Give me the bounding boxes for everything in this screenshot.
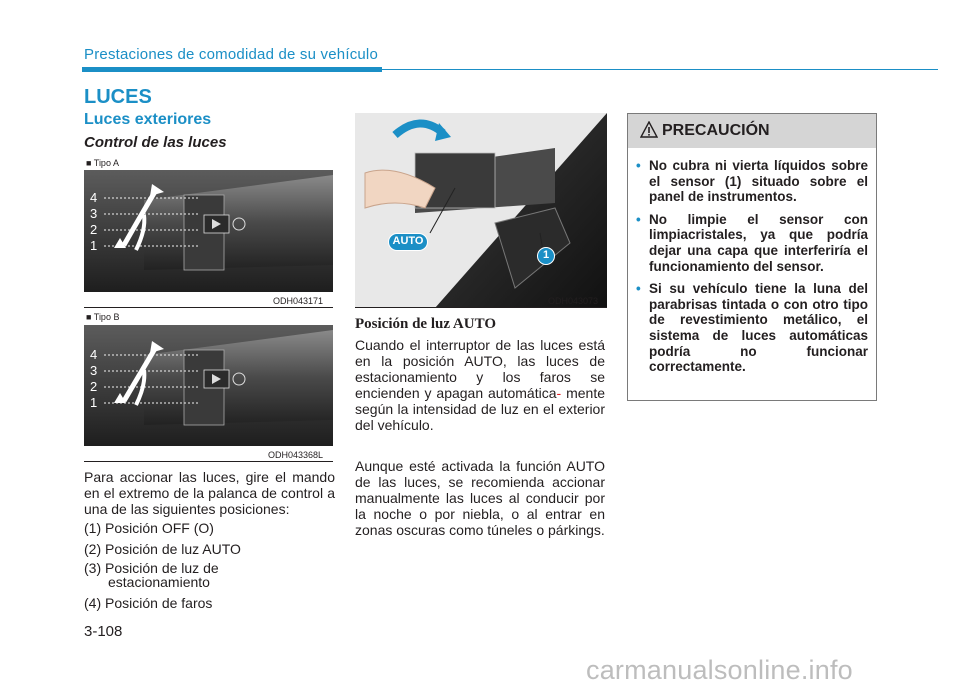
position-marker-1: 1: [90, 395, 98, 410]
figure-rule: [355, 307, 607, 308]
header-accent-bar: [82, 67, 382, 72]
position-text: Posición de faros: [105, 595, 213, 611]
figure-code-type-a: ODH043171: [273, 296, 324, 306]
light-switch-lever-illustration-b: [84, 325, 333, 446]
position-marker-1: 1: [90, 238, 98, 253]
position-marker-3: 3: [90, 363, 98, 378]
warning-icon: [640, 121, 658, 138]
caution-title: PRECAUCIÓN: [662, 122, 770, 139]
sensor-marker: 1: [537, 247, 555, 265]
position-text: Posición OFF (O): [105, 520, 214, 536]
bullet-icon: •: [636, 211, 641, 227]
figure-type-b: [84, 325, 333, 446]
position-number: (4): [84, 595, 102, 611]
caution-box: [627, 113, 877, 401]
position-marker-4: 4: [90, 347, 98, 362]
auto-sensor-illustration: [355, 113, 607, 308]
position-item-2: [84, 541, 241, 557]
running-header: Prestaciones de comodidad de su vehículo: [84, 46, 379, 63]
figure-rule: [84, 307, 333, 308]
auto-paragraph-1: Cuando el interruptor de las luces está en la posición AUTO, las luces de estacionamiento y los faros se encienden y apagan automática- mente según la intensidad de luz en el exterior del vehículo.: [355, 337, 606, 433]
header-rule: [382, 69, 938, 70]
position-text: Posición de luz de: [105, 560, 219, 576]
caution-header: [628, 114, 876, 148]
position-item-3-line2: estacionamiento: [108, 574, 210, 590]
watermark: carmanualsonline.info: [586, 655, 853, 685]
position-marker-2: 2: [90, 379, 98, 394]
auto-heading: Posición de luz AUTO: [355, 316, 496, 332]
position-item-1: [84, 520, 214, 536]
auto-callout: AUTO: [388, 233, 428, 251]
section-title: LUCES: [84, 86, 152, 108]
figure-type-b-label: ■ Tipo B: [86, 312, 120, 322]
figure-type-a-label: ■ Tipo A: [86, 158, 119, 168]
caution-item: • No cubra ni vierta líquidos sobre el sensor (1) situado sobre el panel de instrumentos.: [636, 158, 868, 205]
figure-code-auto: ODH043073: [548, 296, 599, 306]
intro-paragraph: Para accionar las luces, gire el mando en el extremo de la palanca de control a una de las siguientes posiciones:: [84, 469, 335, 517]
subsection-title: Luces exteriores: [84, 111, 212, 128]
figure-auto-light: [355, 113, 607, 308]
auto-paragraph-2: Aunque esté activada la función AUTO de las luces, se recomienda accionar manualmente las luces al conducir por la noche o por niebla, o al entrar en zonas oscuras como túneles o párkings.: [355, 458, 605, 538]
figure-code-type-b: ODH043368L: [268, 450, 324, 460]
sub-subsection-title: Control de las luces: [84, 134, 227, 151]
caution-list: [628, 148, 876, 375]
position-text: Posición de luz AUTO: [105, 541, 241, 557]
position-number: (2): [84, 541, 102, 557]
caution-item: • No limpie el sensor con limpiacristales, ya que podría dejar una capa que interferiría el funcionamiento del sensor.: [636, 211, 868, 274]
position-marker-2: 2: [90, 222, 98, 237]
caution-item: • Si su vehículo tiene la luna del parabrisas tintada o con otro tipo de revestimiento metálico, el sistema de luces automáticas podría no funcionar correctamente.: [636, 281, 868, 375]
bullet-icon: •: [636, 281, 641, 297]
position-item-4: [84, 595, 212, 611]
position-number: (3): [84, 560, 102, 576]
figure-type-a: [84, 170, 333, 292]
light-switch-lever-illustration: [84, 170, 333, 292]
position-number: (1): [84, 520, 102, 536]
hyphen: -: [556, 385, 562, 401]
position-marker-3: 3: [90, 206, 98, 221]
page-number: 3-108: [84, 623, 123, 640]
figure-rule: [84, 461, 333, 462]
position-marker-4: 4: [90, 190, 98, 205]
bullet-icon: •: [636, 158, 641, 173]
